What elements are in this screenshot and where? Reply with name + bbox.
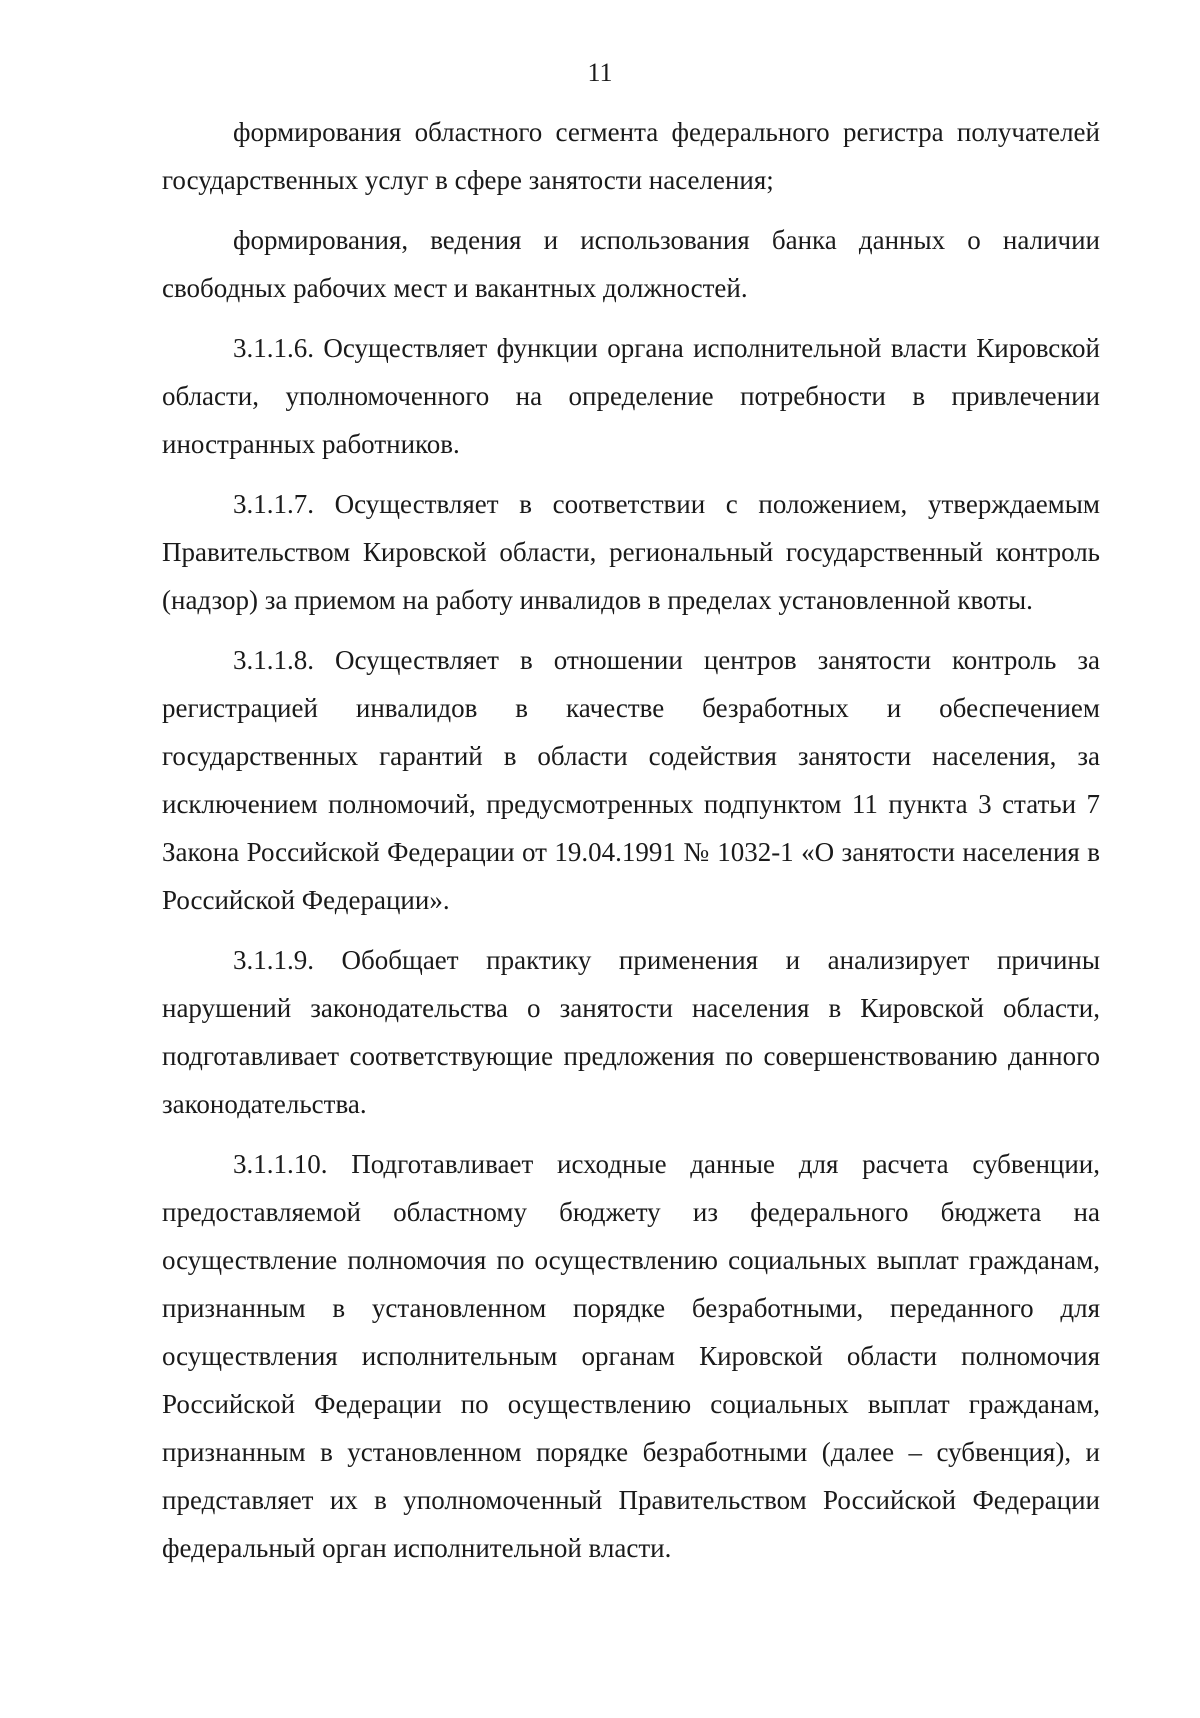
page-number: 11 — [587, 58, 613, 87]
paragraph-regional-register-segment: формирования областного сегмента федерального регистра получателей государственных услуг в сфере занятости населения; — [162, 117, 1100, 195]
paragraph-3-1-1-8: 3.1.1.8. Осуществляет в отношении центров занятости контроль за регистрацией инвалидов в качестве безработных и обеспечением государственных гарантий в области содействия занятости населения, за исключением полномочий, предусмотренных подпунктом 11 пункта 3 статьи 7 Закона Российской Федерации от 19.04.1991 № 1032-1 «О занятости населения в Российской Федерации». — [162, 645, 1100, 915]
paragraph-3-1-1-10: 3.1.1.10. Подготавливает исходные данные для расчета субвенции, предоставляемой областному бюджету из федерального бюджета на осуществление полномочия по осуществлению социальных выплат гражданам, признанным в установленном порядке безработными, переданного для осуществления исполнительным органам Кировской области полномочия Российской Федерации по осуществлению социальных выплат гражданам, признанным в установленном порядке безработными (далее – субвенция), и представляет их в уполномоченный Правительством Российской Федерации федеральный орган исполнительной власти. — [162, 1149, 1100, 1563]
paragraph-3-1-1-9: 3.1.1.9. Обобщает практику применения и анализирует причины нарушений законодательства о занятости населения в Кировской области, подготавливает соответствующие предложения по совершенствованию данного законодательства. — [162, 945, 1100, 1119]
paragraph-vacancy-databank: формирования, ведения и использования банка данных о наличии свободных рабочих мест и вакантных должностей. — [162, 225, 1100, 303]
document-body — [162, 108, 1100, 1584]
paragraph-3-1-1-7: 3.1.1.7. Осуществляет в соответствии с положением, утверждаемым Правительством Кировской области, региональный государственный контроль (надзор) за приемом на работу инвалидов в пределах установленной квоты. — [162, 489, 1100, 615]
paragraph-3-1-1-6: 3.1.1.6. Осуществляет функции органа исполнительной власти Кировской области, уполномоченного на определение потребности в привлечении иностранных работников. — [162, 333, 1100, 459]
